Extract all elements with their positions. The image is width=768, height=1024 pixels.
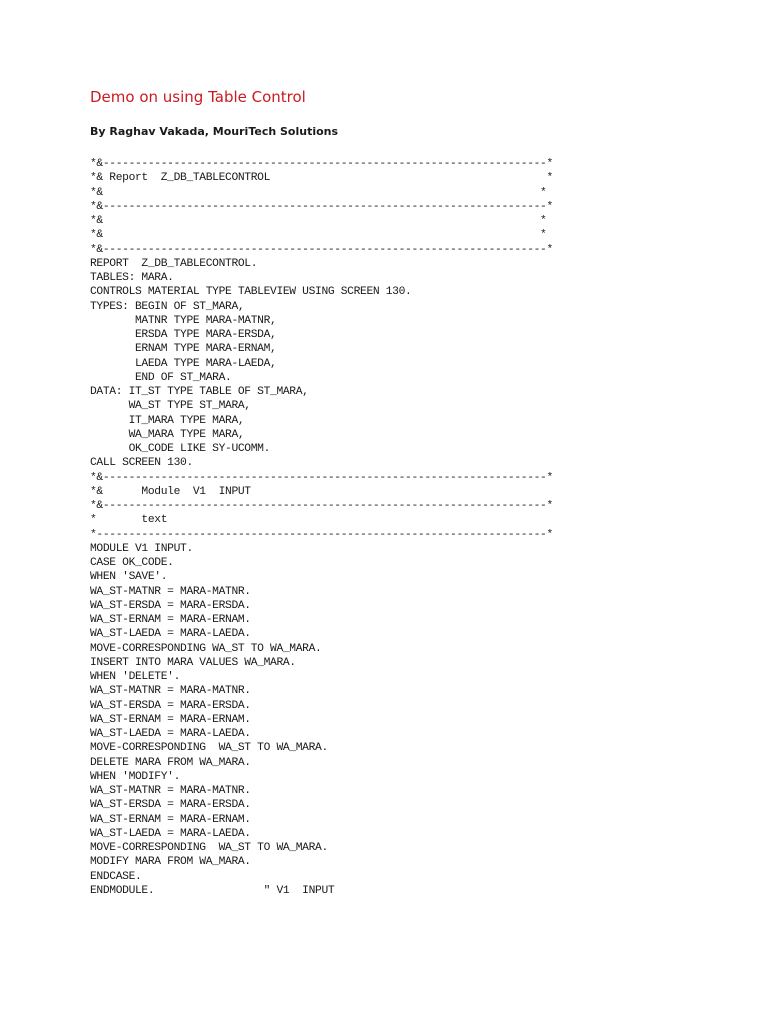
code-line: IT_MARA TYPE MARA, <box>90 414 245 427</box>
code-line: WA_ST-ERSDA = MARA-ERSDA. <box>90 799 251 812</box>
code-line: *& * <box>90 229 547 242</box>
code-listing <box>90 157 553 898</box>
code-line: *& Module V1 INPUT <box>90 485 251 498</box>
code-line: * text <box>90 514 168 527</box>
code-line: LAEDA TYPE MARA-LAEDA, <box>90 357 277 370</box>
document-author: By Raghav Vakada, MouriTech Solutions <box>90 125 339 138</box>
code-line: DELETE MARA FROM WA_MARA. <box>90 756 251 769</box>
code-line: WA_ST-LAEDA = MARA-LAEDA. <box>90 728 251 740</box>
code-line: REPORT Z_DB_TABLECONTROL. <box>90 257 258 270</box>
code-line: CALL SCREEN 130. <box>90 457 193 470</box>
code-line: *& * <box>90 186 547 199</box>
code-line: WA_MARA TYPE MARA, <box>90 428 245 441</box>
code-line: *&---------------------------------------------------------------------* <box>90 200 553 213</box>
code-line: WA_ST-ERNAM = MARA-ERNAM. <box>90 614 251 626</box>
code-line: ERSDA TYPE MARA-ERSDA, <box>90 329 277 341</box>
document-title: Demo on using Table Control <box>90 88 306 106</box>
code-line: CASE OK_CODE. <box>90 557 174 569</box>
code-line: TABLES: MARA. <box>90 272 174 284</box>
code-line: *&---------------------------------------------------------------------* <box>90 158 553 170</box>
code-line: WA_ST-MATNR = MARA-MATNR. <box>90 585 251 598</box>
code-line: MODIFY MARA FROM WA_MARA. <box>90 856 251 869</box>
code-line: WA_ST-ERNAM = MARA-ERNAM. <box>90 813 251 826</box>
code-line: END OF ST_MARA. <box>90 371 232 384</box>
code-line: TYPES: BEGIN OF ST_MARA, <box>90 300 245 313</box>
code-line: *&---------------------------------------------------------------------* <box>90 243 553 256</box>
code-line: WHEN 'MODIFY'. <box>90 770 181 783</box>
code-line: *& Report Z_DB_TABLECONTROL * <box>90 172 553 185</box>
code-line: WHEN 'SAVE'. <box>90 571 168 584</box>
code-line: WA_ST-LAEDA = MARA-LAEDA. <box>90 827 251 840</box>
code-line: MOVE-CORRESPONDING WA_ST TO WA_MARA. <box>90 842 328 854</box>
code-line: *& * <box>90 215 547 227</box>
code-line: INSERT INTO MARA VALUES WA_MARA. <box>90 656 296 669</box>
code-line: WA_ST-ERSDA = MARA-ERSDA. <box>90 599 251 612</box>
code-line: MOVE-CORRESPONDING WA_ST TO WA_MARA. <box>90 742 328 755</box>
code-line: CONTROLS MATERIAL TYPE TABLEVIEW USING SCREEN 130. <box>90 286 412 299</box>
code-line: WA_ST TYPE ST_MARA, <box>90 400 251 413</box>
code-line: WA_ST-LAEDA = MARA-LAEDA. <box>90 628 251 641</box>
code-line: WA_ST-MATNR = MARA-MATNR. <box>90 785 251 797</box>
code-line: ENDCASE. <box>90 870 142 883</box>
code-line: WHEN 'DELETE'. <box>90 671 181 683</box>
code-line: ERNAM TYPE MARA-ERNAM, <box>90 343 277 356</box>
code-line: *&---------------------------------------------------------------------* <box>90 471 553 484</box>
code-line: MOVE-CORRESPONDING WA_ST TO WA_MARA. <box>90 642 322 655</box>
code-line: DATA: IT_ST TYPE TABLE OF ST_MARA, <box>90 386 309 398</box>
code-line: MATNR TYPE MARA-MATNR, <box>90 314 277 327</box>
code-line: WA_ST-ERNAM = MARA-ERNAM. <box>90 713 251 726</box>
code-line: MODULE V1 INPUT. <box>90 542 193 555</box>
code-line: *----------------------------------------------------------------------* <box>90 528 553 541</box>
code-line: OK_CODE LIKE SY-UCOMM. <box>90 443 271 455</box>
code-line: *&---------------------------------------------------------------------* <box>90 500 553 512</box>
code-line: ENDMODULE. " V1 INPUT <box>90 884 335 897</box>
code-line: WA_ST-MATNR = MARA-MATNR. <box>90 685 251 698</box>
code-line: WA_ST-ERSDA = MARA-ERSDA. <box>90 699 251 712</box>
